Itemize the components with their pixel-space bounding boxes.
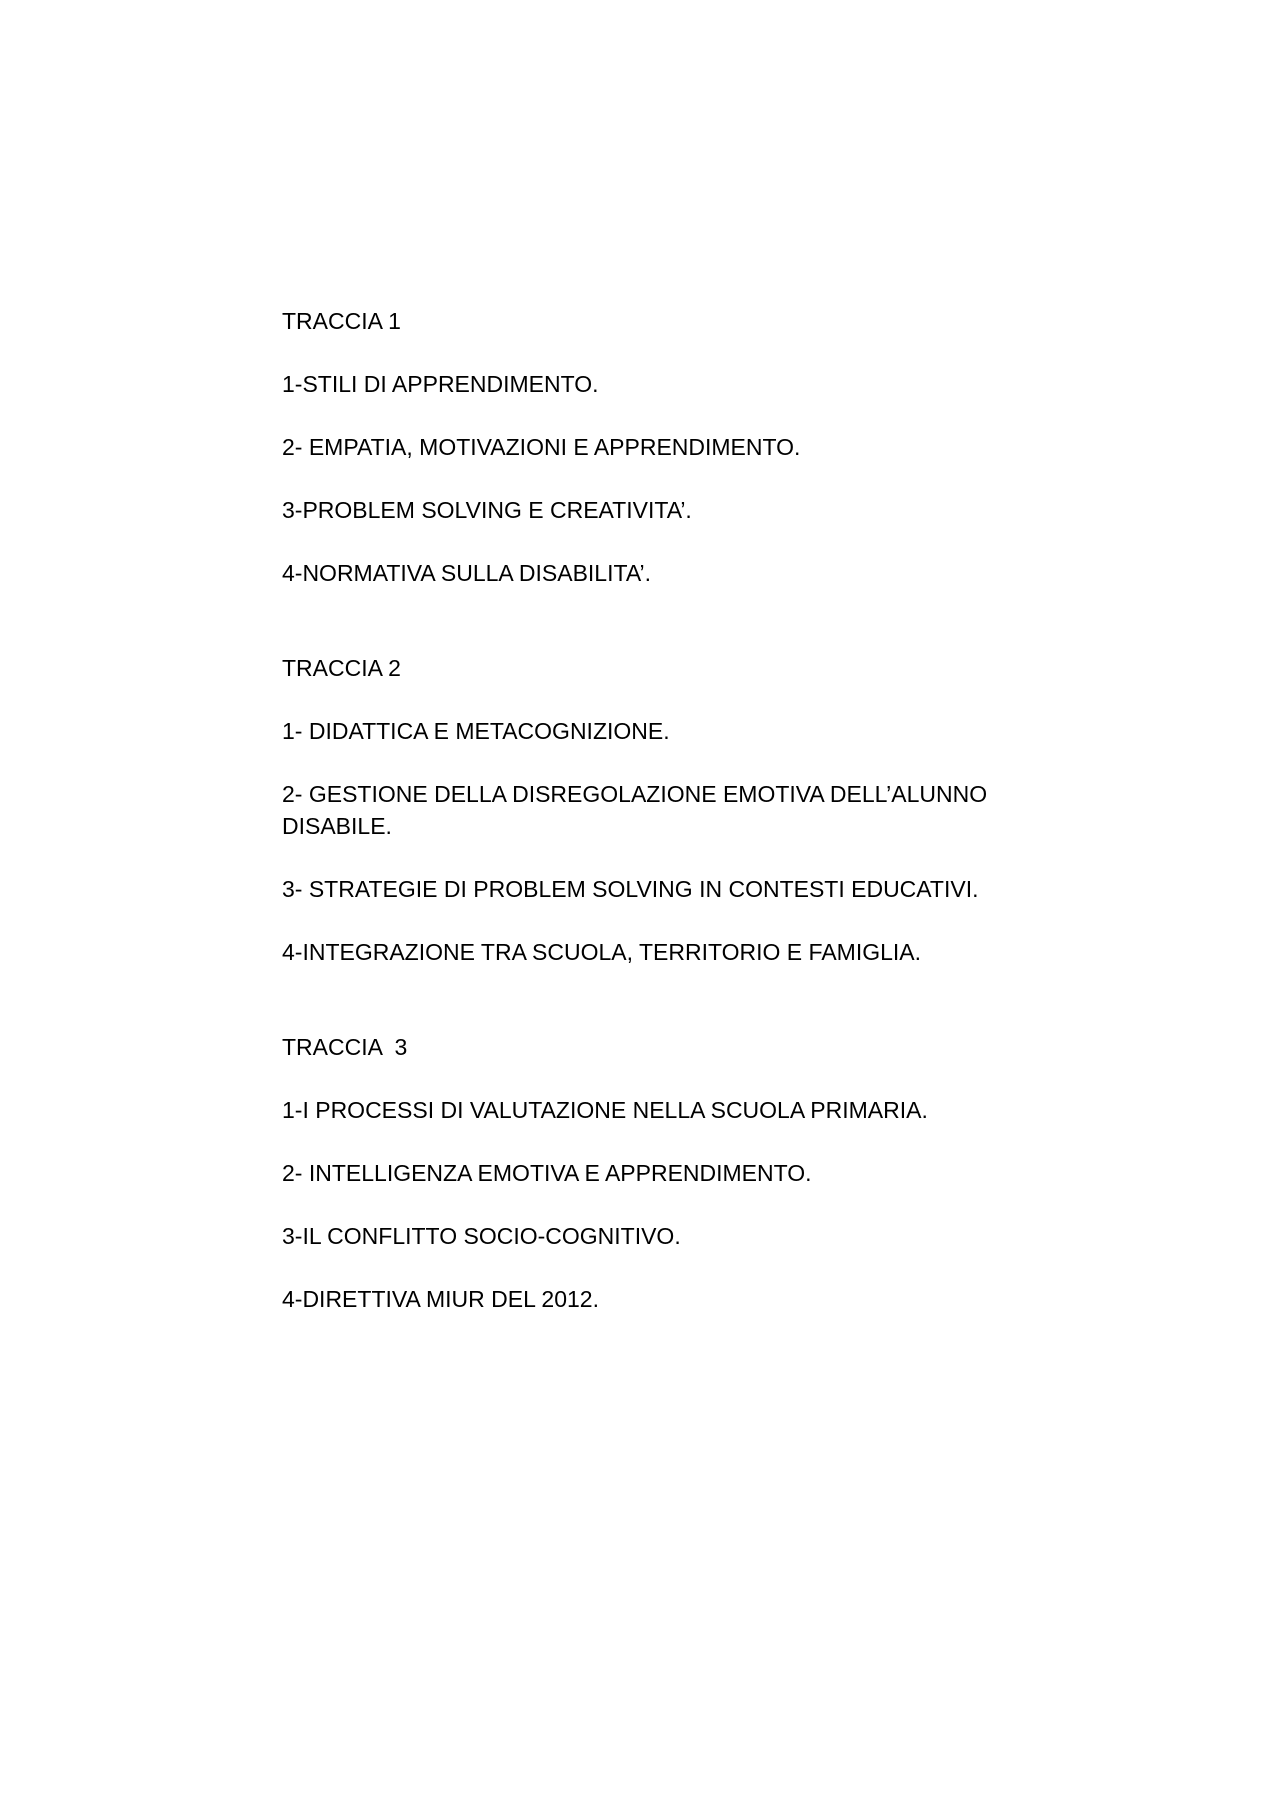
list-item: 2- INTELLIGENZA EMOTIVA E APPRENDIMENTO. (282, 1160, 812, 1186)
list-item: 2- EMPATIA, MOTIVAZIONI E APPRENDIMENTO. (282, 434, 801, 460)
list-item: 3- STRATEGIE DI PROBLEM SOLVING IN CONTESTI EDUCATIVI. (282, 876, 979, 902)
section-traccia-3 (282, 1031, 1002, 1315)
list-item: 4-NORMATIVA SULLA DISABILITA’. (282, 560, 651, 586)
section-title: TRACCIA 1 (282, 308, 401, 334)
list-item: 3-IL CONFLITTO SOCIO-COGNITIVO. (282, 1223, 681, 1249)
document-body (282, 305, 1002, 1345)
section-title: TRACCIA 3 (282, 1034, 408, 1060)
section-title: TRACCIA 2 (282, 655, 401, 681)
list-item: 1- DIDATTICA E METACOGNIZIONE. (282, 718, 670, 744)
list-item: 1-I PROCESSI DI VALUTAZIONE NELLA SCUOLA PRIMARIA. (282, 1097, 928, 1123)
section-traccia-1 (282, 305, 1002, 589)
list-item: 3-PROBLEM SOLVING E CREATIVITA’. (282, 497, 692, 523)
list-item: 1-STILI DI APPRENDIMENTO. (282, 371, 599, 397)
list-item: 2- GESTIONE DELLA DISREGOLAZIONE EMOTIVA DELL’ALUNNO DISABILE. (282, 781, 988, 839)
list-item: 4-DIRETTIVA MIUR DEL 2012. (282, 1286, 599, 1312)
section-traccia-2 (282, 652, 1002, 968)
list-item: 4-INTEGRAZIONE TRA SCUOLA, TERRITORIO E FAMIGLIA. (282, 939, 922, 965)
